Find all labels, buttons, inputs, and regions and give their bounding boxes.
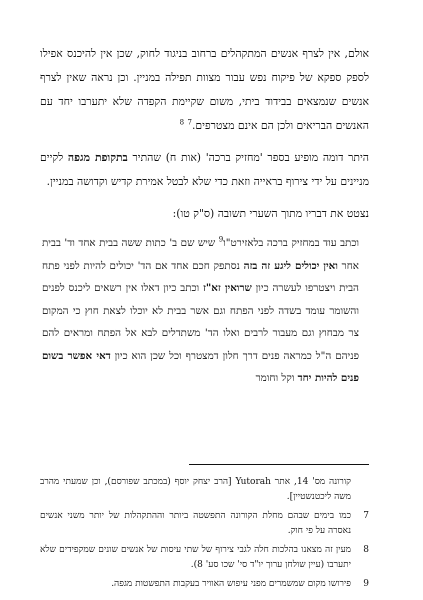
footnote-text: פירושו מקום שמשמרים מפני עיפוש האוויר בעקבות התפשטות מגפה. — [111, 579, 351, 589]
paragraph-1-text: אולם, אין לצרף אנשים המתקהלים ברחוב בניגוד לחוק, שכן אין להיכנס אפילו לספק ספקא של פיקוח נפש עבור מצוות תפילה במניין. וכן נראה שאין לצרף אנשים שנמצאים בבידוד ביתי, משום שקיימת הקפדה שלא יתערבו יחד עם האנשים הבריאים ולכן הם אינם מצטרפים. — [40, 47, 369, 132]
paragraph-2-bold: בתקופת מגפה — [67, 151, 128, 164]
quote-bold-1: ואין יכולים ליגע זה בזה — [243, 259, 338, 272]
paragraph-2-text-b: לקיים מניינים על ידי צירוף בראייה וזאת כדי שלא לבטל אמירת קדיש וקדושה במניין. — [40, 151, 369, 188]
paragraph-2-text-a: היתר דומה מופיע בספר 'מחזיק ברכה' (אות ח) שהתיר — [127, 151, 369, 164]
quote-intro: נצטט את דבריו מתוך השערי תשובה (ס"ק טו): — [172, 207, 369, 220]
footnote-separator — [189, 464, 369, 465]
footnote-number: 7 — [363, 511, 369, 521]
quote-text-a: וכתב עוד במחזיק ברכה בלאזירט"ו — [223, 237, 359, 249]
quote-text-c: נסתפק חכם אחד אם הד' יכולים להיות לפני פתח הבית ויצטרפו לעשרה כיון — [42, 259, 359, 294]
footnote-continuation — [40, 475, 369, 505]
footnote-ref-7[interactable]: 7 — [187, 118, 192, 127]
quote-bold-3: דאי אפשר בשום פנים להיות יחד — [42, 349, 359, 384]
footnote-ref-9[interactable]: 9 — [218, 235, 224, 244]
footnote-text: כמו בימים שבהם מחלת הקורונה התפשטה ביותר וההתקהלות של יותר משני אנשים נאסרה על פי חוק. — [40, 511, 351, 536]
footnote-number: 9 — [363, 579, 369, 589]
footnote-8 — [40, 543, 369, 573]
footnote-9 — [40, 577, 369, 592]
quote-text-b: שיש שם ב' כתות ששה בבית אחד וד' בבית אחר — [42, 237, 359, 272]
body-paragraph-1 — [40, 42, 369, 138]
body-paragraph-2 — [40, 146, 369, 194]
quote-text-e: וקל וחומר — [255, 372, 298, 384]
footnote-ref-8[interactable]: 8 — [179, 118, 185, 127]
quote-text-d: וכתב כיון דאלו אין רשאים ליכנס לפנים והשומר עומד בשדה לפני הפתח וגם אשר בבית לא יוכלו לצאת חוץ כי המקום צר מבחוץ וגם מעבור לרבים ואלו הד' משתדלים לבא אל הפתח ומראים להם פניהם ה"ל כמראה פנים דרך חלון דמצטרף וכל שכן הוא כיון — [42, 282, 359, 362]
footnote-number: 8 — [363, 545, 369, 555]
footnotes — [40, 475, 369, 596]
footnote-text: קורונה מס' 14, אתר Yutorah [הרב יצחק יוסף (במכתב שפורסם), וכן שמעתי מהרב משה ליכטנשטיין]. — [40, 477, 351, 502]
footnote-text: מעין זה מצאנו בהלכות חלה לגבי צירוף של שתי עיסות של אנשים שונים שמקפידים שלא יתערבו (עיין שולחן ערוך יו"ד סי' שכו סע' 8). — [40, 545, 351, 570]
footnote-7 — [40, 509, 369, 539]
block-quote — [42, 232, 359, 390]
quote-bold-2: שרואין זא"ז — [203, 282, 252, 294]
